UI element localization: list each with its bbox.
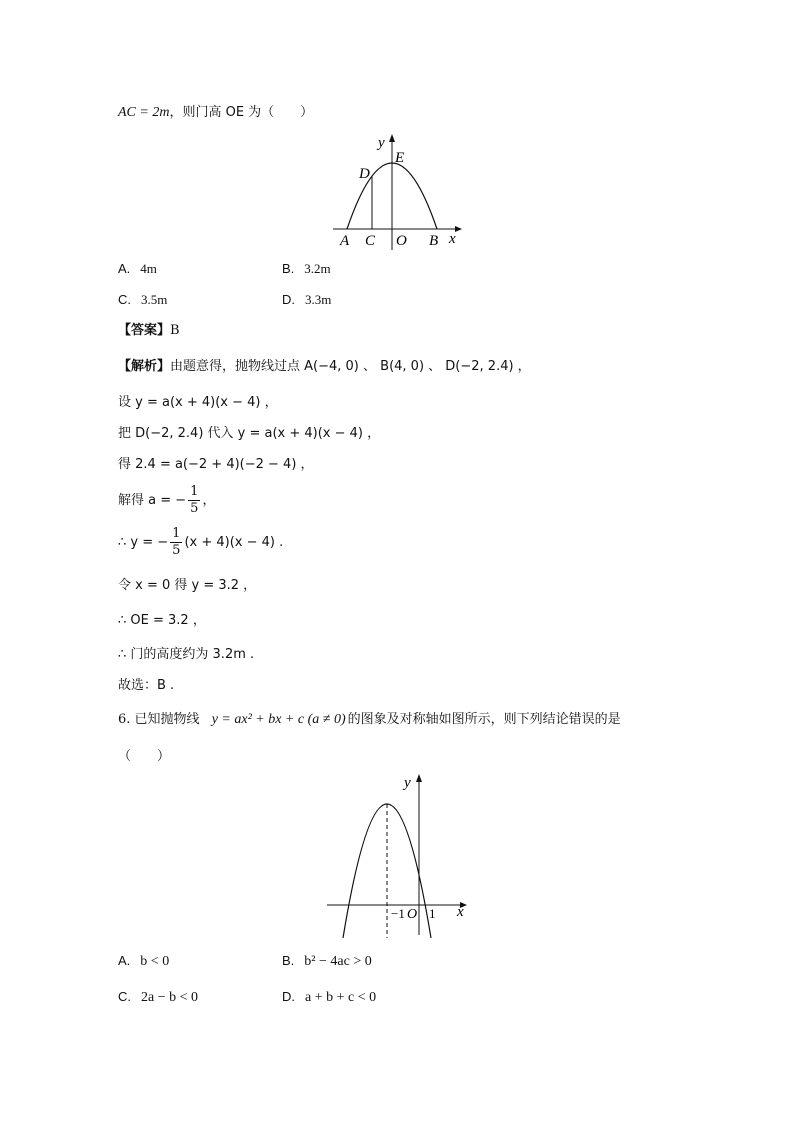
- q5-label-x: x: [449, 231, 456, 247]
- q5-label-a: A: [340, 233, 350, 249]
- q5-answer-tag: 【答案】: [118, 323, 171, 338]
- q5-answer: [118, 322, 180, 340]
- q5-solve-suffix: ，: [202, 493, 216, 508]
- q5-top-line: [118, 104, 313, 122]
- q6-option-a[interactable]: [118, 952, 169, 971]
- q5-x-axis-arrow: [455, 226, 462, 232]
- q5-analysis-text-1: 由题意得，抛物线过点 A(−4, 0) 、 B(4, 0) 、 D(−2, 2.4) ，: [170, 359, 531, 374]
- q5-option-c-value: 3.5m: [141, 292, 168, 307]
- q6-option-a-letter: A.: [118, 953, 131, 968]
- q5-oe-value: ∴ OE = 3.2 ，: [118, 613, 206, 628]
- q6-option-a-value: b < 0: [140, 954, 170, 969]
- q5-analysis-line-4: 得 2.4 = a(−2 + 4)(−2 − 4) ，: [118, 457, 314, 472]
- q5-therefore-y: [118, 526, 283, 560]
- q5-solve-a: [118, 484, 215, 518]
- q6-label-one: 1: [429, 906, 436, 921]
- q5-analysis-tag: 【解析】: [118, 359, 171, 374]
- q5-solve-prefix: 解得 a = −: [118, 493, 187, 508]
- q6-label-y: y: [404, 775, 411, 791]
- q5-therefore-prefix: ∴ y = −: [118, 535, 169, 550]
- q5-question-text: ，则门高 OE 为（ ）: [169, 105, 314, 120]
- q6-parabola-figure: [325, 770, 475, 940]
- q5-door-height: ∴ 门的高度约为 3.2m .: [118, 647, 255, 662]
- q5-option-c-letter: C.: [118, 292, 131, 307]
- q6-stem-text: 已知抛物线: [134, 712, 200, 727]
- q6-option-d[interactable]: [282, 988, 376, 1007]
- q5-label-c: C: [365, 233, 376, 249]
- q5-answer-value: B: [170, 323, 180, 338]
- q5-label-b: B: [429, 233, 439, 249]
- q6-option-c-value: 2a − b < 0: [141, 990, 199, 1005]
- q6-label-minus-one: −1: [391, 906, 405, 921]
- q6-label-x: x: [457, 904, 464, 920]
- q5-option-c[interactable]: [118, 291, 167, 309]
- q5-label-y: y: [378, 135, 385, 151]
- q5-analysis-line-3: 把 D(−2, 2.4) 代入 y = a(x + 4)(x − 4) ，: [118, 426, 381, 441]
- q5-analysis-line-2: 设 y = a(x + 4)(x − 4) ，: [118, 395, 278, 410]
- q6-option-b-letter: B.: [282, 953, 295, 968]
- q6-number: 6.: [118, 712, 131, 727]
- q5-option-b-letter: B.: [282, 261, 295, 276]
- q6-paren: （ ）: [118, 749, 171, 764]
- q5-option-d[interactable]: [282, 291, 331, 309]
- q5-conclusion: 故选：B .: [118, 678, 175, 693]
- q5-label-d: D: [359, 166, 370, 182]
- q5-parabola-figure: [325, 132, 465, 252]
- q6-option-b[interactable]: [282, 952, 372, 971]
- q5-therefore-fraction: $\frac{1}{5}$: [172, 526, 181, 558]
- q5-ac-expression: AC = 2m: [118, 105, 170, 120]
- q6-option-c-letter: C.: [118, 989, 131, 1004]
- q5-option-a-value: 4m: [140, 261, 157, 276]
- q5-option-b[interactable]: [282, 260, 331, 278]
- q6-stem-rest: 的图象及对称轴如图所示，则下列结论错误的是: [347, 712, 621, 727]
- q5-let-x-zero: 令 x = 0 得 y = 3.2 ，: [118, 578, 257, 593]
- q5-option-b-value: 3.2m: [304, 261, 331, 276]
- q5-option-a[interactable]: [118, 260, 157, 278]
- q5-option-d-value: 3.3m: [305, 292, 332, 307]
- q5-label-e: E: [395, 150, 405, 166]
- q5-option-a-letter: A.: [118, 261, 131, 276]
- q5-solve-fraction: $\frac{1}{5}$: [190, 484, 199, 516]
- q5-option-d-letter: D.: [282, 292, 295, 307]
- q5-therefore-suffix: (x + 4)(x − 4) .: [184, 535, 284, 550]
- q6-label-o: O: [407, 907, 418, 922]
- q6-option-c[interactable]: [118, 988, 198, 1007]
- q5-y-axis-arrow: [389, 134, 395, 142]
- q5-label-o: O: [396, 233, 407, 249]
- q6-option-d-value: a + b + c < 0: [305, 990, 377, 1005]
- q6-option-b-value: b² − 4ac > 0: [304, 954, 372, 969]
- q6-stem-math: y = ax² + bx + c (a ≠ 0): [211, 712, 346, 727]
- q6-option-d-letter: D.: [282, 989, 295, 1004]
- q6-y-axis-arrow: [416, 774, 422, 782]
- q6-stem: [118, 711, 621, 729]
- q5-analysis-line-1: [118, 358, 531, 376]
